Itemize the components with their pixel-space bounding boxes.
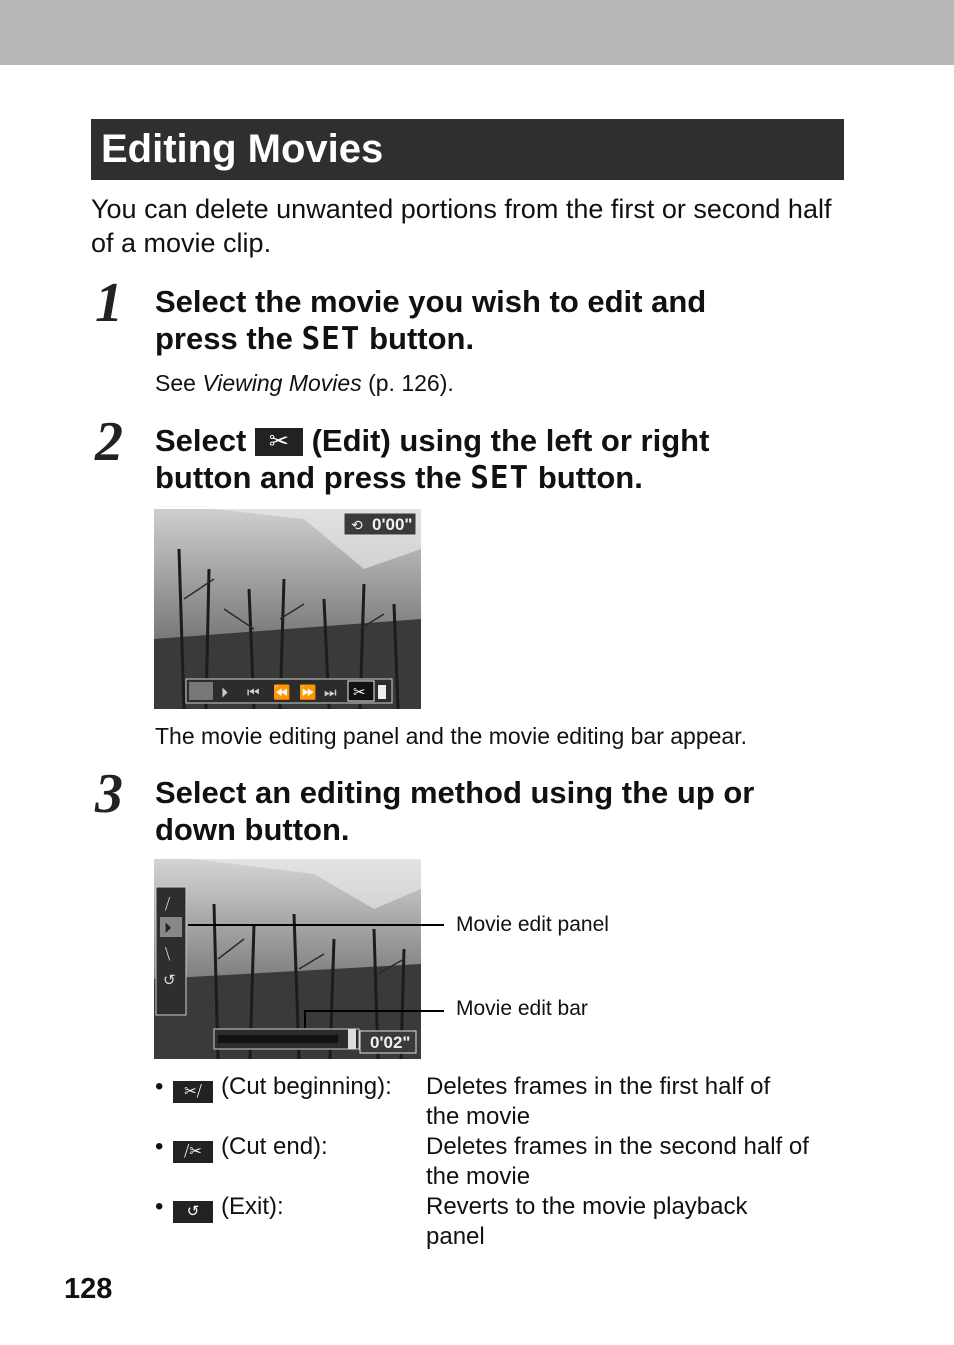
- exit-icon: ↺: [173, 1201, 213, 1223]
- step-3-heading-line2: down button.: [155, 812, 350, 847]
- header-band: [0, 0, 954, 65]
- step-2-number: 2: [95, 411, 123, 473]
- cut-end-icon: ⧸✂: [173, 1141, 213, 1163]
- step-2-heading-line2-post: button.: [537, 460, 643, 495]
- list-item: [155, 1192, 855, 1252]
- screen-clock-icon: ⟲: [351, 518, 363, 534]
- list-item-label: [173, 1192, 426, 1252]
- step-2-heading-pre: Select: [155, 423, 247, 458]
- camera-screen-edit-panel: [154, 859, 421, 1059]
- step-3-heading-line1: Select an editing method using the up or: [155, 775, 755, 810]
- step-3-number: 3: [95, 763, 123, 825]
- step-1-note-pre: See: [155, 370, 196, 396]
- list-item-label: [173, 1072, 426, 1132]
- list-item-desc: [426, 1132, 855, 1192]
- step-2-heading-post: (Edit) using the left or right: [311, 423, 710, 458]
- bar-rewind-icon: ⏪: [273, 685, 291, 701]
- list-item-desc-line1: Deletes frames in the first half of: [426, 1073, 771, 1100]
- list-item: [155, 1132, 855, 1192]
- callout-movie-edit-panel: Movie edit panel: [456, 913, 609, 936]
- list-item-desc: [426, 1192, 855, 1252]
- step-1-heading-post: button.: [369, 321, 475, 356]
- callout-line-bar-drop: [304, 1010, 306, 1028]
- edit-scissors-icon: ✂: [255, 428, 303, 456]
- bullet-mark: •: [155, 1073, 164, 1100]
- bar-first-frame-icon: ⏮: [247, 685, 260, 701]
- intro-text: You can delete unwanted portions from the first or second half of a movie clip.: [91, 194, 832, 258]
- list-item-desc-line1: Reverts to the movie playback: [426, 1193, 748, 1220]
- cut-beginning-icon: ✂⧸: [173, 1081, 213, 1103]
- callout-line-bar: [304, 1010, 444, 1012]
- screen-time-readout: 0'00": [372, 515, 413, 534]
- step-1-heading-line2: [155, 320, 855, 358]
- step-1-note-post: (p. 126).: [368, 370, 454, 396]
- step-1-number: 1: [95, 272, 123, 334]
- bar-forward-icon: ⏩: [299, 685, 317, 701]
- list-item-desc: [426, 1072, 855, 1132]
- bar-scissors-icon: ✂: [353, 683, 366, 701]
- step-2-caption: The movie editing panel and the movie editing bar appear.: [155, 723, 748, 749]
- list-item-desc-line2: the movie: [426, 1163, 531, 1190]
- step-2-heading-line2-pre: button and press the: [155, 460, 462, 495]
- step-1-heading-pre: press the: [155, 321, 293, 356]
- list-item: [155, 1072, 855, 1132]
- step-3-heading: [155, 774, 855, 848]
- list-item-label-text: (Cut beginning):: [221, 1073, 392, 1100]
- list-item-desc-line2: the movie: [426, 1103, 531, 1130]
- step-2-heading-line2: [155, 459, 855, 497]
- edit-method-list: [155, 1072, 855, 1252]
- screen-time-readout-2: 0'02": [370, 1033, 411, 1052]
- panel-cut-end-icon: ⧹: [165, 945, 171, 963]
- bar-last-frame-icon: ⏭: [324, 685, 337, 701]
- step-1-heading: [155, 283, 855, 358]
- step-2-heading: [155, 422, 855, 497]
- step-1-heading-line1: Select the movie you wish to edit and: [155, 284, 707, 319]
- bullet-mark: •: [155, 1193, 164, 1220]
- callout-line-panel: [188, 924, 444, 926]
- list-item-label-text: (Exit):: [221, 1193, 284, 1220]
- panel-exit-icon: ↺: [163, 971, 176, 989]
- list-item-label-text: (Cut end):: [221, 1133, 328, 1160]
- list-item-desc-line1: Deletes frames in the second half of: [426, 1133, 809, 1160]
- step-1-note-ref: Viewing Movies: [202, 370, 362, 396]
- page-title: Editing Movies: [91, 119, 844, 180]
- callout-movie-edit-bar: Movie edit bar: [456, 997, 588, 1020]
- panel-play-icon: ⏵: [164, 919, 172, 937]
- page-number: 128: [64, 1273, 113, 1305]
- bullet-mark: •: [155, 1133, 164, 1160]
- list-item-label: [173, 1132, 426, 1192]
- camera-screen-edit: [154, 509, 421, 709]
- list-item-desc-line2: panel: [426, 1223, 485, 1250]
- step-2-heading-line1: [155, 422, 855, 459]
- set-button-icon: SET: [470, 460, 530, 496]
- set-button-icon: SET: [301, 321, 361, 357]
- bar-play-icon: ⏵: [221, 685, 228, 701]
- step-1-note: [155, 369, 454, 397]
- panel-cut-beginning-icon: ⧸: [165, 895, 171, 913]
